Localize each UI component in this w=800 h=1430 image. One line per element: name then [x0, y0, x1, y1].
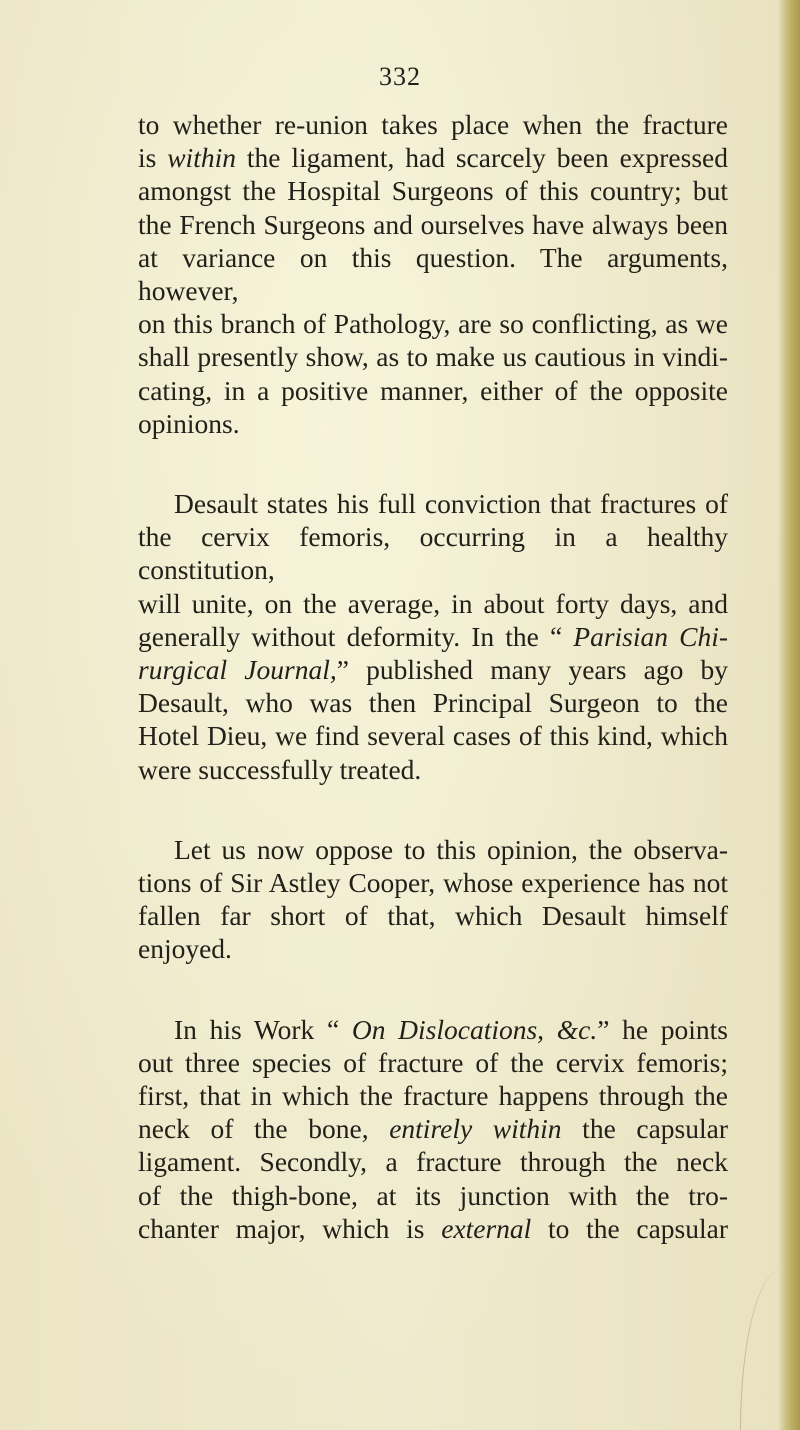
text-line [138, 241, 728, 307]
paragraph-gap [138, 966, 728, 1013]
text-span: ” published many years ago by [336, 654, 729, 686]
italic-text: rurgical Journal, [138, 654, 337, 686]
text-span: at variance on this question. The arguments, however, [138, 241, 728, 307]
text-span: In his Work “ [174, 1013, 352, 1045]
italic-text: external [441, 1212, 532, 1244]
text-line [138, 1112, 728, 1145]
text-span: of the thigh-bone, at its junction with the tro- [138, 1179, 728, 1211]
text-span: to whether re-union takes place when the fracture [138, 109, 728, 140]
text-line [138, 1179, 728, 1212]
text-span: fallen far short of that, which Desault himself enjoyed. [138, 900, 728, 965]
text-span: Desault, who was then Principal Surgeon to the [138, 687, 728, 719]
text-span: amongst the Hospital Surgeons of this country; but [138, 175, 728, 207]
text-line [138, 1079, 728, 1112]
text-line [138, 833, 728, 866]
text-span: neck of the bone, [138, 1113, 390, 1145]
paragraph-gap [138, 440, 728, 487]
text-line [138, 407, 728, 440]
text-line [138, 487, 728, 520]
text-line [138, 653, 728, 686]
text-span: chanter major, which is [138, 1212, 442, 1244]
text-span: Hotel Dieu, we find several cases of this kind, which [138, 720, 728, 752]
paragraph-gap [138, 786, 728, 833]
text-line [138, 340, 728, 373]
text-line [138, 753, 728, 786]
text-span: Let us now oppose to this opinion, the observa- [174, 833, 728, 865]
text-line [138, 307, 728, 340]
text-span: is [138, 142, 168, 174]
italic-text: On Dislocations, &c. [351, 1013, 598, 1045]
text-line [138, 1013, 728, 1046]
text-line [138, 1212, 728, 1245]
text-line [138, 620, 728, 653]
text-span: the ligament, had scarcely been expressed [235, 142, 728, 174]
text-line [138, 208, 728, 241]
text-line [138, 108, 728, 141]
text-line [138, 141, 728, 174]
text-span: on this branch of Pathology, are so conflicting, as we [138, 308, 728, 340]
text-span: first, that in which the fracture happens through the [138, 1080, 728, 1112]
body-text [138, 108, 728, 1245]
italic-text: within [167, 142, 236, 174]
text-span: will unite, on the average, in about forty days, and [138, 587, 728, 619]
text-line [138, 1145, 728, 1178]
text-span: the cervix femoris, occurring in a healthy constitution, [138, 521, 728, 586]
text-span: tions of Sir Astley Cooper, whose experience has not [138, 867, 728, 899]
text-line [138, 174, 728, 207]
text-span: shall presently show, as to make us cautious in vindi- [138, 341, 728, 373]
page-binding-edge [778, 0, 800, 1430]
text-span: opinions. [138, 407, 240, 439]
text-span: the French Surgeons and ourselves have always been [138, 208, 728, 240]
text-line [138, 866, 728, 899]
text-line [138, 520, 728, 586]
italic-text: entirely within [389, 1113, 562, 1145]
text-span: were successfully treated. [138, 753, 422, 785]
text-line [138, 1046, 728, 1079]
text-span: Desault states his full conviction that fractures of [174, 488, 728, 520]
page-number: 332 [379, 62, 421, 91]
text-line [138, 719, 728, 752]
text-span: ligament. Secondly, a fracture through the neck [138, 1146, 728, 1178]
text-span: generally without deformity. In the “ [138, 620, 574, 652]
text-line [138, 899, 728, 965]
page-fold-shadow [740, 1270, 781, 1430]
text-span: ” he points [597, 1013, 728, 1045]
text-span: cating, in a positive manner, either of the opposite [138, 374, 728, 406]
italic-text: Parisian Chi- [573, 620, 729, 652]
text-span: out three species of fracture of the cervix femoris; [138, 1046, 728, 1078]
text-line [138, 587, 728, 620]
text-span: the capsular [561, 1113, 729, 1145]
text-line [138, 686, 728, 719]
text-line [138, 374, 728, 407]
text-span: to the capsular [531, 1212, 728, 1244]
